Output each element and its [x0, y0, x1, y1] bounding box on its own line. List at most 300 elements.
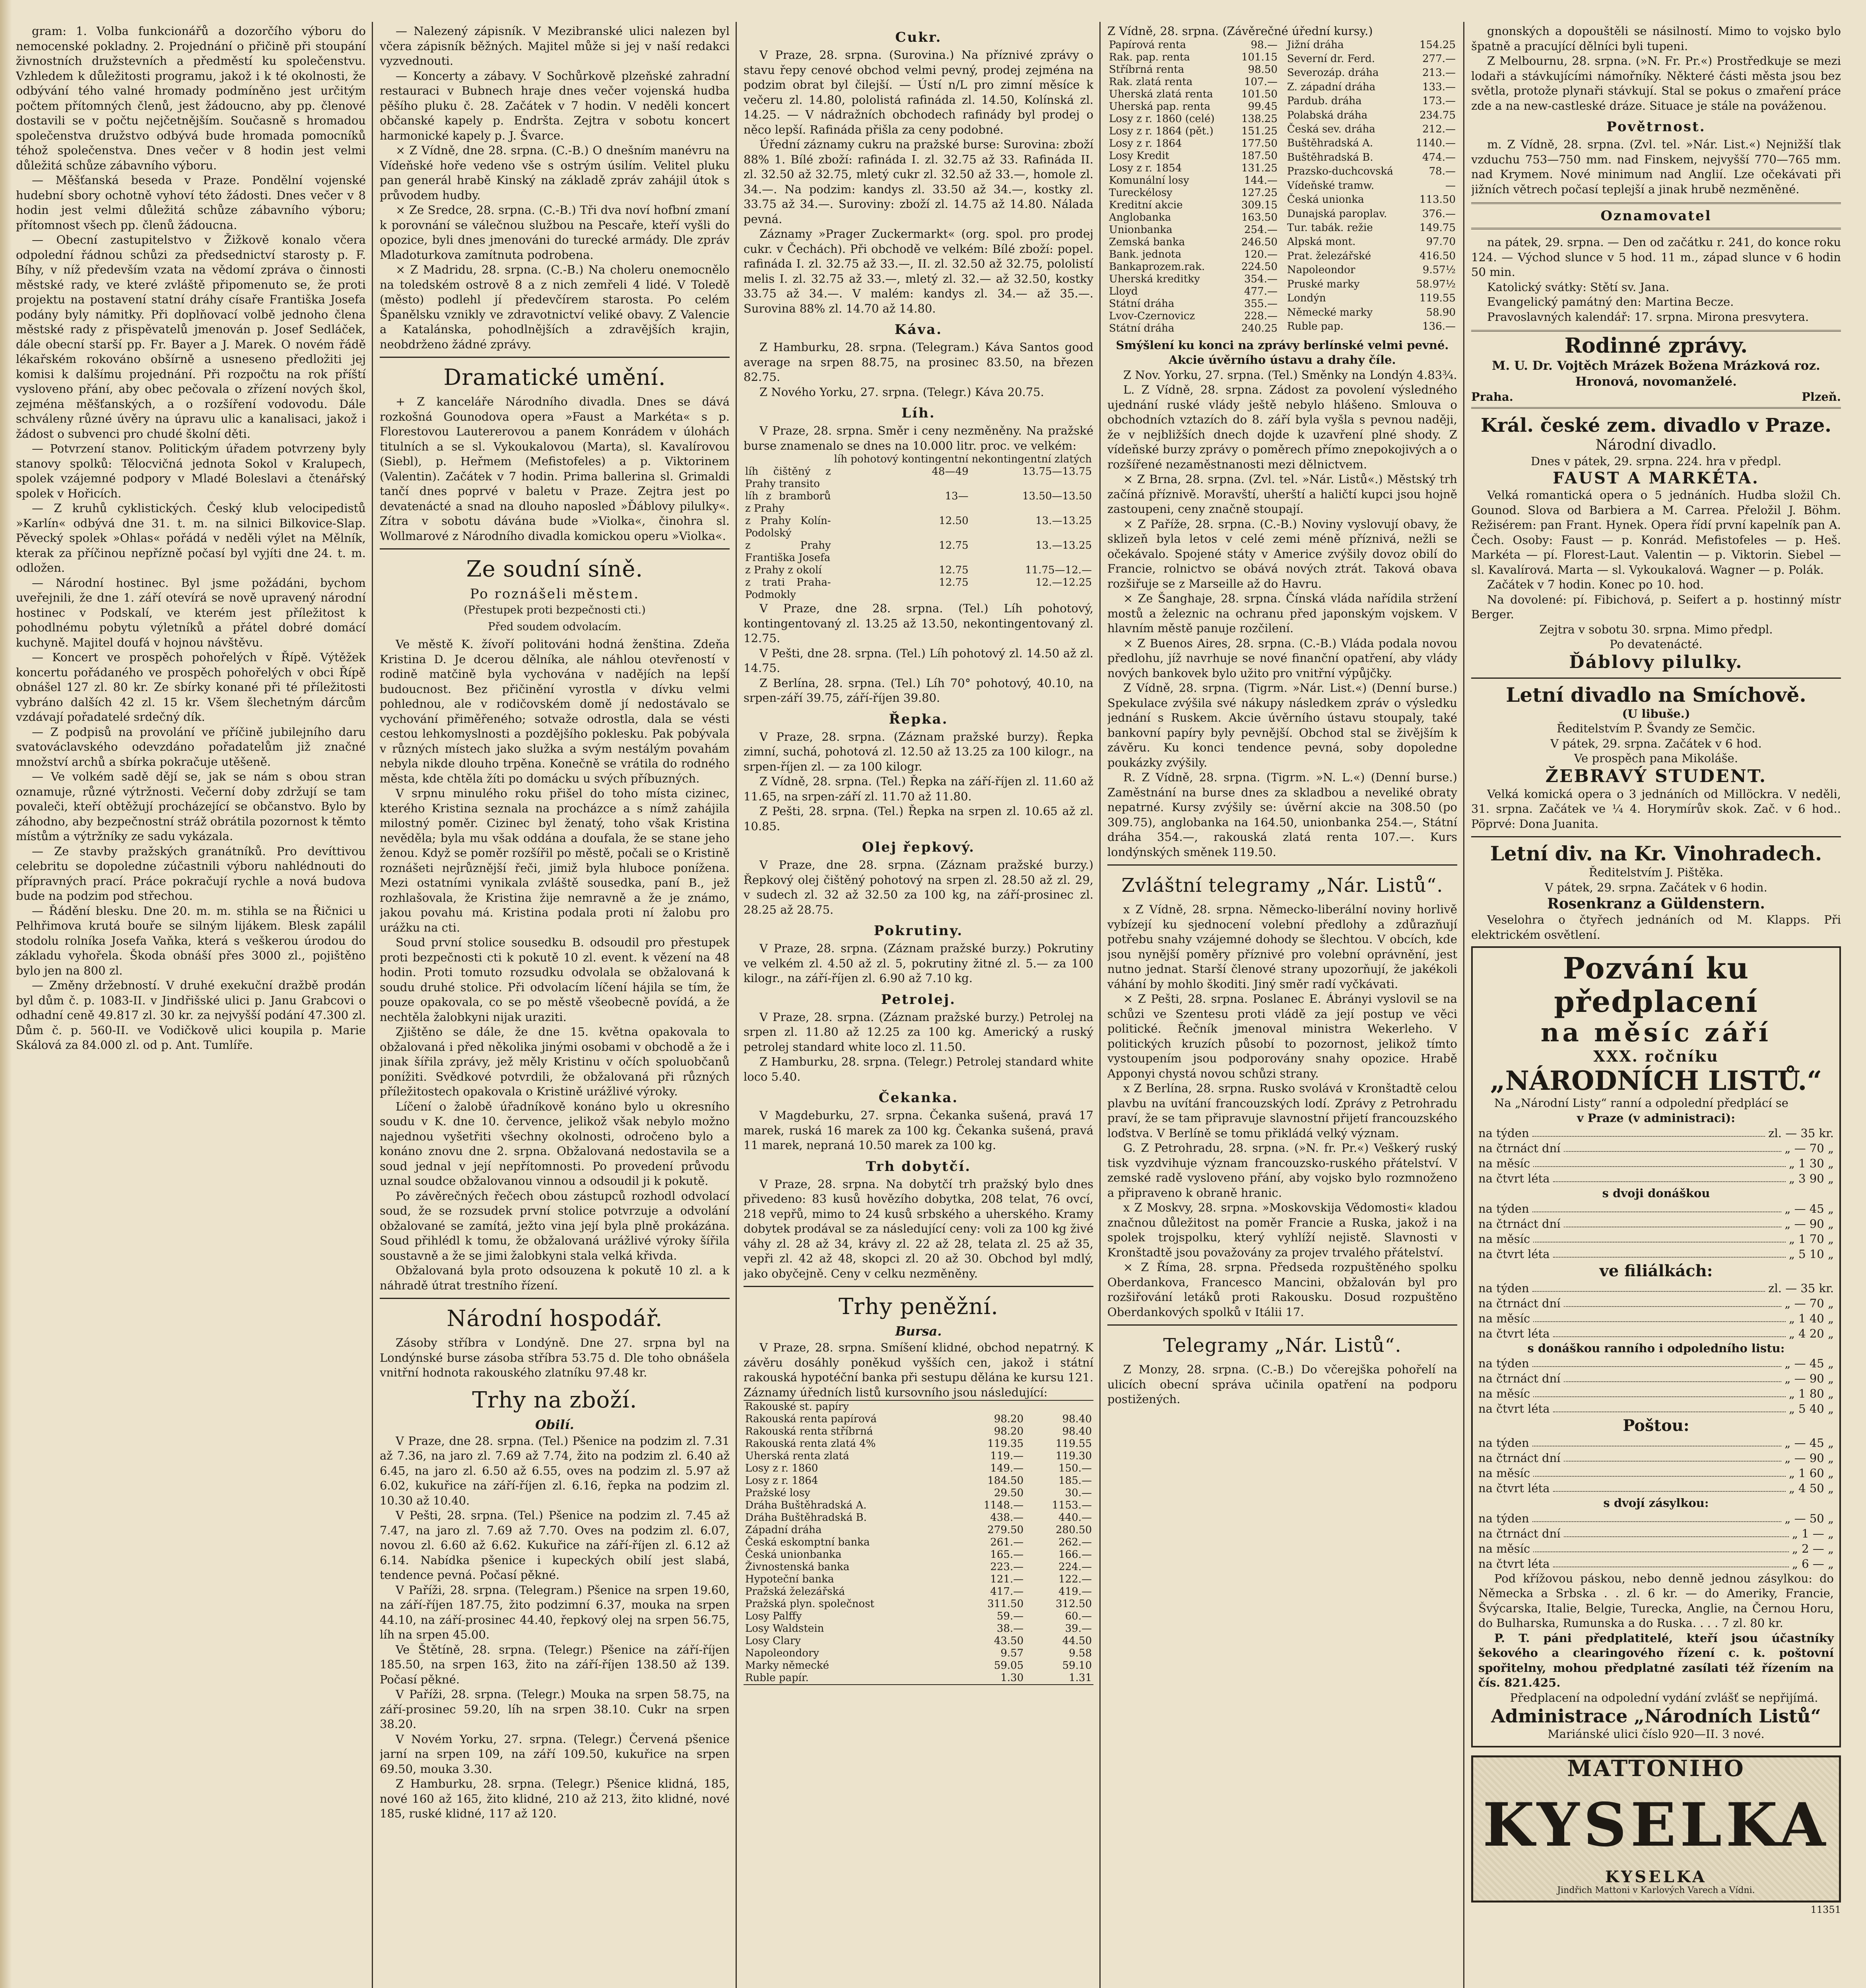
table-row	[744, 577, 1093, 601]
stock-name: Rakouské st. papíry	[745, 1401, 849, 1413]
article-paragraph: gram: 1. Volba funkcionářů a dozorčího výboru do nemocenské pokladny. 2. Projednání o přičině při stoupání živnostních družstevních a předměstí ku společenstvu. Vzhledem k důležitosti programu, jakož i k té okolnosti, že odbývání tého valné hromady podmíněno jest určitým počtem přítomných členů, jest žádoucno, aby pp. členové dostavili se v počtu nejčetnějším. Současně s hromadou společenstva družstvo odbývá bude hromada pomocníků téhož společenstva. Dnes večer v 8 hodin jest velmi důležitá schůze zábavního výboru.	[16, 24, 366, 172]
price-heading: v Praze (v administraci):	[1577, 1111, 1736, 1125]
court-story-title: Po roznášeli městem.	[470, 586, 640, 602]
table-row	[1107, 125, 1279, 138]
price-value: „ 2 — „	[1792, 1541, 1834, 1555]
article-paragraph: Z Nového Yorku, 27. srpna. (Telegr.) Káva 20.75.	[759, 385, 1044, 399]
article-paragraph: V Magdeburku, 27. srpna. Čekanka sušená, pravá 17 marek, ruská 16 marek za 100 kg. Čekanka sušená, pravá 11 marek, nepraná 10.50 marek za 100 kg.	[744, 1109, 1093, 1152]
table-cell: z Prahy Kolín-Podolský	[745, 515, 831, 539]
article-paragraph: Z Berlína, 28. srpna. (Tel.) Líh 70° pohotový, 40.10, na srpen-září 39.75, září-říjen 39.80.	[744, 676, 1093, 705]
quote-value: 177.50	[1241, 137, 1278, 149]
price-row	[1478, 1511, 1834, 1526]
quote-name: Anglobanka	[1109, 211, 1171, 223]
stock-ask: 9.58	[1069, 1647, 1092, 1659]
section-heading-telegrams: Zvláštní telegramy „Nár. Listů“.	[1121, 874, 1443, 897]
section-heading-sugar: Cukr.	[895, 29, 942, 45]
price-leader	[1564, 1371, 1782, 1382]
table-cell: líh čištěný z Prahy transito	[745, 466, 831, 490]
table-row	[1107, 285, 1279, 298]
table-row	[1285, 53, 1457, 67]
article-paragraph: R. Z Vídně, 28. srpna. (Tigrm. »N. L.«) (Denní burse.) Zaměstnání na burse dnes za skladbou a neveliké obraty nepatrné. Kursy zvýšily se: úvěrní akcie na 308.50 (po 309.75), anglobanka na 164.50, unionbanka 254.—, Státní dráha 354.—, rakouská zlatá renta 107.—. Kurs londýnských směnek 119.50.	[1107, 771, 1457, 859]
table-row	[1107, 236, 1279, 248]
quote-name: Česká unionka	[1287, 194, 1364, 206]
table-row	[1285, 208, 1457, 222]
page-number: 11351	[1810, 1904, 1841, 1915]
price-row	[1478, 1231, 1834, 1246]
price-row	[1478, 1541, 1834, 1556]
price-row	[1478, 1216, 1834, 1231]
theatre-subtitle: Národní divadlo.	[1595, 437, 1717, 453]
article-paragraph: Obžalovaná byla proto odsouzena k pokutě 10 zl. a k náhradě útrat trestního řízení.	[380, 1264, 730, 1292]
price-leader	[1553, 1556, 1789, 1567]
price-value: „ 3 90 „	[1788, 1172, 1834, 1185]
table-row	[1107, 199, 1279, 212]
ad-subline: KYSELKA	[1605, 1868, 1707, 1886]
quote-value: 212.—	[1422, 123, 1456, 136]
theatre-play: ŽEBRAVÝ STUDENT.	[1545, 766, 1767, 786]
divider	[744, 1286, 1093, 1287]
stock-ask: 1.31	[1069, 1672, 1092, 1684]
price-row	[1478, 1450, 1834, 1466]
subscription-month: na měsíc září	[1540, 1018, 1772, 1048]
price-leader	[1532, 1435, 1782, 1446]
quote-value: 246.50	[1241, 236, 1278, 248]
table-row	[744, 1512, 1093, 1524]
theatre-date: Dnes v pátek, 29. srpna. 224. hra v předpl.	[1530, 454, 1782, 468]
article-paragraph: x Z Moskvy, 28. srpna. »Moskovskija Vědomosti« kladou značnou důležitost na poměr Francie a Ruska, jakož i na spolek trojspolku, který vyhlíží nejistě. Slavnosti v Kronštadtě jsou považovány za projev trvalého přátelství.	[1107, 1201, 1457, 1259]
table-row	[1107, 175, 1279, 187]
price-value: „ — 70 „	[1784, 1142, 1834, 1155]
quote-name: Uherská zlatá renta	[1109, 88, 1213, 100]
quote-name: Polabská dráha	[1287, 109, 1368, 121]
price-period: na čtvrt léta	[1478, 1247, 1550, 1261]
stock-bid: 149.—	[990, 1462, 1024, 1474]
stock-ask: 224.—	[1058, 1561, 1092, 1573]
article-paragraph: Z Melbournu, 28. srpna. (»N. Fr. Pr.«) Prostředkuje se mezi lodaři a stávkujícími námořníky. Některé části města jsou bez světla, protože plynaři stávkují. Stal se pokus o zmaření práce zde a na new-castleské dráze. Situace je stále na pováženou.	[1471, 54, 1841, 113]
table-row	[744, 1499, 1093, 1512]
quote-name: Napoleondor	[1287, 264, 1355, 276]
quote-name: Bank. jednota	[1109, 248, 1182, 260]
quote-name: Lvov-Czernovicz	[1109, 310, 1195, 322]
stock-name: Losy Clary	[745, 1635, 801, 1647]
quote-value: 127.25	[1241, 186, 1278, 199]
article-paragraph: V Praze, 28. srpna. (Záznam pražské burzy.) Pokrutiny ve velkém zl. 4.50 až zl. 5, pokrutiny žitné zl. 5.— za 100 kilogr., na září-říjen zl. 6.90 až 7.10 kg.	[744, 942, 1093, 985]
table-cell: 12.50	[939, 515, 969, 527]
divider	[1471, 678, 1841, 679]
price-list	[1478, 1281, 1834, 1341]
divider	[380, 357, 730, 358]
article-paragraph: — Ze stavby pražských granátníků. Pro devíttivou celebritu se dopoledne zúčastnili výboru nahlédnouti do přípravných prací. Práce pokračují rychle a nová budova bude na podzim pod střechou.	[16, 844, 366, 903]
quote-name: Londýn	[1287, 292, 1326, 305]
article-paragraph: V Praze, dne 28. srpna. (Tel.) Pšenice na podzim zl. 7.31 až 7.36, na jaro zl. 7.69 až 7.74, žito na podzim zl. 6.40 až 6.45, na jaro zl. 6.50 až 6.55, oves na podzim zl. 5.97 až 6.02, kukuřice na září-říjen zl. 6.16, řepka na podzim zl. 10.30 až 10.40.	[380, 1434, 730, 1507]
stock-name: Napoleondory	[745, 1647, 819, 1659]
family-place: Praha.	[1471, 390, 1513, 404]
price-value: zl. — 35 kr.	[1768, 1281, 1834, 1295]
divider	[1107, 864, 1457, 866]
quote-name: Lloyd	[1109, 285, 1138, 297]
quote-name: Prat. železářské	[1287, 250, 1371, 262]
table-cell: 12.75	[939, 577, 969, 588]
price-value: „ 1 — „	[1792, 1526, 1834, 1540]
quote-name: Prazsko-duchcovská	[1287, 165, 1393, 178]
stock-bid: 311.50	[987, 1598, 1024, 1610]
table-row	[1107, 138, 1279, 150]
quote-value: 58.90	[1426, 306, 1456, 318]
price-value: „ — 90 „	[1784, 1217, 1834, 1231]
price-leader	[1553, 1401, 1786, 1412]
quote-name: Z. západní dráha	[1287, 81, 1376, 93]
price-leader	[1564, 1296, 1782, 1307]
article-paragraph: na pátek, 29. srpna. — Den od začátku r. 241, do konce roku 124. — Východ slunce v 5 hod. 11 m., západ slunce v 6 hodin 50 min.	[1471, 235, 1841, 279]
stock-name: Rakouská renta papírová	[745, 1413, 877, 1425]
subscription-text: Na „Národní Listy“ ranní a odpolední předplácí se	[1494, 1096, 1788, 1110]
article-paragraph: L. Z Vídně, 28. srpna. Zádost za povolení výsledného ujednání ruské vlády ještě nebylo hlášeno. Smlouva o obchodních vztazích do 8. září byla vyšla s pevnou naději, že v nejbližších dnech dojde k uzavření plné shody. Z vídeňské burzy zprávy o poměrech přímo znepokojivých a o rozšířené nezaměstnanosti mezi dělnictvem.	[1107, 383, 1457, 471]
article-paragraph: Z Hamburku, 28. srpna. (Telegram.) Káva Santos good average na srpen 88.75, na prosinec 83.50, na březen 82.75.	[744, 340, 1093, 384]
stock-name: Rakouská renta zlatá 4%	[745, 1438, 876, 1450]
ad-footer: Jindřich Mattoni v Karlových Varech a Vídni.	[1557, 1885, 1755, 1895]
mattoni-kyselka-ad	[1471, 1755, 1841, 1903]
quote-value: 309.15	[1241, 199, 1278, 211]
table-row	[744, 1524, 1093, 1536]
table-row	[1285, 264, 1457, 278]
article-paragraph: + Z kanceláře Národního divadla. Dnes se dává rozkošná Gounodova opera »Faust a Markéta« s p. Florestovou Lautererovou a panem Konrádem v úlohách titulních a se sl. Vykoukalovou (Marta), sl. Kavalírovou (Siebl), p. Heřmem (Mefistofeles) a p. Viktorinem (Valentin). Začátek v 7 hodin. Prima ballerina sl. Grimaldi tančí dnes poprvé v baletu v Praze. Zejtra jest po devatenácté a snad na dlouho naposled »Ďáblovy pilulky«. Zítra v sobotu dávána bude »Violka«, činohra sl. Wollmarové z Národního divadla komickou operu »Violka«.	[380, 395, 730, 543]
price-row	[1478, 1466, 1834, 1481]
quote-name: Stříbrná renta	[1109, 63, 1184, 76]
price-heading: Poštou:	[1623, 1416, 1689, 1435]
abroad-prices: Pod křížovou páskou, nebo denně jednou zásylkou: do Německa a Srbska . . zl. 6 kr. — do Ameriky, Francie, Švýcarska, Italie, Belgie, Turecka, Anglie, na Černou Horu, do Bulharska, Rumunska a do Ruska. . . . 7 zl. 80 kr.	[1478, 1571, 1834, 1630]
article-paragraph: — Koncert ve prospěch pohořelých v Řípě. Výtěžek koncertu pořádaného ve prospěch pohořelých v obci Řípě obnášel 127 zl. 80 kr. Ze sbírky konané při té příležitosti vybráno dalších 42 zl. 15 kr. Všem šlechetným dárcům vzdávají pořadatelé srdečný dík.	[16, 650, 366, 724]
article-paragraph: — Obecní zastupitelstvo v Žižkově konalo včera odpolední řádnou schůzi za předsednictví starosty p. F. Bíhy, v níž především vzata na vědomí zpráva o činnosti městské rady, ve které zvláště připomenuto se, že proti projektu na postavení statní dráhy císaře Františka Josefa podány byly námitky. Při doplňovací volbě jednoho člena městské rady z přispěvatelů jmenován p. Josef Sedláček, dále obecní starší pp. Fr. Bayer a J. Marek. O novém řádě lékařském rokováno obšírně a usneseno předložiti jej komisi k dalšímu projednání. Při rozpočtu na rok příští vysloveno přání, aby obec pečovala o zřízení nových škol, zejména měšťanských, a o rozšíření vodovodu. Dále schváleny různé úvěry na úpravu ulic a kanalisaci, jakož i žádost o subvenci pro chudé školní děti.	[16, 233, 366, 441]
quote-value: 474.—	[1422, 151, 1456, 163]
stock-name: Uherská renta zlatá	[745, 1450, 849, 1462]
quote-value: 416.50	[1419, 250, 1456, 262]
price-list	[1478, 1435, 1834, 1496]
column-rule	[1463, 22, 1464, 1988]
price-value: „ 1 30 „	[1788, 1157, 1834, 1170]
table-row	[1107, 39, 1279, 51]
price-leader	[1533, 1156, 1786, 1167]
article-paragraph: m. Z Vídně, 28. srpna. (Zvl. tel. »Nár. List.«) Nejnižší tlak vzduchu 753—750 mm. nad Finskem, nejvyšší 770—765 mm. nad Krymem. Nové minimum nad Anglií. Lze očekávati při jižních větrech počasí teplejší a jinak hrubě nezměněné.	[1471, 138, 1841, 196]
price-value: „ 6 — „	[1792, 1557, 1834, 1571]
family-place: Plzeň.	[1802, 390, 1841, 404]
section-heading-telegrams-2: Telegramy „Nár. Listů“.	[1163, 1334, 1402, 1357]
table-row	[744, 466, 1093, 490]
quote-name: Severní dr. Ferd.	[1287, 52, 1375, 65]
table-row	[744, 1487, 1093, 1499]
quote-value: 9.57½	[1422, 264, 1456, 276]
table-row	[1285, 320, 1457, 335]
price-value: „ — 90 „	[1784, 1372, 1834, 1385]
stock-bid: 59.—	[996, 1610, 1024, 1622]
table-row	[1285, 250, 1457, 264]
column-rule	[1099, 22, 1101, 1988]
price-period: na měsíc	[1478, 1232, 1530, 1246]
stock-bid: 438.—	[990, 1512, 1024, 1524]
stock-bid: 119.35	[987, 1438, 1024, 1450]
table-header-cell	[744, 453, 833, 466]
quote-name: Losy z r. 1854	[1109, 162, 1182, 174]
quote-name: Buštěhradská A.	[1287, 137, 1373, 149]
article-paragraph: V Novém Yorku, 27. srpna. (Telegr.) Červená pšenice jarní na srpen 109, na září 109.50, kukuřice na srpen 69.50, mouka 3.30.	[380, 1732, 730, 1776]
price-value: „ — 90 „	[1784, 1451, 1834, 1465]
quotes-heading: Z Vídně, 28. srpna. (Závěrečné úřední kursy.)	[1107, 24, 1373, 38]
table-cell: líh z bramborů z Prahy	[745, 490, 831, 514]
theatre-description: Velká romantická opera o 5 jednáních. Hudba složil Ch. Gounod. Slova od Barbiera a M. Carrea. Přeložil J. Böhm. Režisérem: pan Frant. Hynek. Opera řídí první kapelník pan A. Čech. Osoby: Faust — p. Konrád. Mefistofeles — p. Heš. Markéta — pí. Florest-Laut. Valentin — p. Viktorin. Siebel — sl. Kavalírová. Marta — sl. Vykoukalová. Wagner — p. Polák.	[1471, 488, 1841, 577]
column-rule	[372, 22, 373, 1988]
quote-value: 224.50	[1241, 260, 1278, 273]
table-row	[1107, 224, 1279, 236]
stock-bid: 261.—	[990, 1536, 1024, 1548]
quote-name: Komunální losy	[1109, 174, 1189, 186]
price-value: „ 1 70 „	[1788, 1232, 1834, 1246]
table-row	[744, 1561, 1093, 1573]
stock-name: Česká eskomptní banka	[745, 1536, 870, 1548]
quote-value: 101.15	[1241, 51, 1278, 63]
stock-bid: 165.—	[990, 1549, 1024, 1561]
price-value: „ — 45 „	[1784, 1202, 1834, 1215]
table-cell: 13—	[945, 490, 969, 502]
stock-name: Západní dráha	[745, 1524, 822, 1536]
table-row	[1107, 51, 1279, 64]
article-paragraph: V Praze, 28. srpna. Směr i ceny nezměněny. Na pražské burse znamenalo se dnes na 10.000 litr. proc. ve velkém:	[744, 424, 1093, 452]
stock-bid: 121.—	[990, 1573, 1024, 1585]
price-period: na čtvrt léta	[1478, 1402, 1550, 1415]
price-heading: ve filiálkách:	[1599, 1261, 1713, 1280]
theatre-national	[1471, 414, 1841, 673]
table-row	[1285, 222, 1457, 236]
quote-value: 101.50	[1241, 88, 1278, 100]
price-leader	[1532, 1201, 1782, 1212]
price-heading: s dvoji donáškou	[1602, 1186, 1710, 1200]
quote-value: 107.—	[1244, 76, 1278, 88]
table-row	[744, 1598, 1093, 1610]
vienna-quotes-right	[1285, 39, 1457, 335]
price-period: na týden	[1478, 1202, 1529, 1215]
table-row	[1285, 180, 1457, 194]
table-row	[1285, 292, 1457, 306]
price-period: na měsíc	[1478, 1387, 1530, 1400]
stock-ask: 122.—	[1058, 1573, 1092, 1585]
section-heading-coffee: Káva.	[894, 322, 943, 338]
price-leader	[1533, 1541, 1789, 1552]
table-cell: 13.50—13.50	[1022, 490, 1092, 502]
price-row	[1478, 1326, 1834, 1341]
stock-ask: 60.—	[1065, 1610, 1092, 1622]
section-heading-weather: Povětrnost.	[1606, 119, 1706, 135]
table-row	[744, 1536, 1093, 1549]
table-cell: 48—49	[932, 466, 969, 478]
stock-ask: 98.40	[1062, 1413, 1092, 1425]
article-paragraph: V Praze, 28. srpna. (Záznam pražské burzy). Řepka zimní, suchá, pohotová zl. 12.50 až 13.25 za 100 kilogr., na srpen-říjen zl. — za 100 kilogr.	[744, 730, 1093, 773]
stock-bid: 1148.—	[983, 1499, 1024, 1511]
table-row	[744, 1610, 1093, 1623]
theatre-play: FAUST A MARKÉTA.	[1553, 469, 1759, 487]
table-row	[1285, 278, 1457, 292]
alcohol-price-table	[744, 453, 1093, 601]
theatre-next-play: Ďáblovy pilulky.	[1569, 652, 1743, 672]
price-period: na čtvrt léta	[1478, 1172, 1550, 1185]
price-period: na týden	[1478, 1511, 1529, 1525]
article-paragraph: — Národní hostinec. Byl jsme požádáni, bychom uveřejnili, že dne 1. září otevírá se nově upravený národní hostinec v Podskalí, ve kterém jest příležitost k pohodlnému pobytu výletníků a přátel dobré domácí kuchyně. Majitel doufá v hojnou návštěvu.	[16, 576, 366, 649]
stock-ask: 280.50	[1056, 1524, 1092, 1536]
stock-bid: 223.—	[990, 1561, 1024, 1573]
price-period: na čtrnáct dní	[1478, 1142, 1561, 1155]
calendar-line: Evangelický památný den: Martina Becze.	[1487, 295, 1734, 309]
price-row	[1478, 1141, 1834, 1156]
vienna-quotes-left	[1107, 39, 1279, 335]
quote-value: 58.97½	[1416, 278, 1456, 290]
stock-name: Losy z r. 1860	[745, 1462, 818, 1474]
theatre-smichov	[1471, 683, 1841, 832]
article-paragraph: × Ze Sredce, 28. srpna. (C.-B.) Tři dva noví hofbní zmaní k porovnání se válečnou službou na Pescaře, kteří vyšli do opozice, byli dnes jmenováni do turecké armády. Dle zpráv Mladoturkova zamítnuta podrobena.	[380, 203, 730, 262]
table-row	[1107, 162, 1279, 175]
table-row	[1285, 307, 1457, 320]
stock-name: Pražské losy	[745, 1487, 810, 1499]
table-row	[1285, 123, 1457, 137]
quote-value: 98.50	[1248, 63, 1278, 76]
column-rule	[736, 22, 737, 1988]
quote-name: Tureckélosy	[1109, 186, 1173, 199]
quote-value: 138.25	[1241, 113, 1278, 125]
table-row	[1107, 64, 1279, 76]
price-value: „ 1 80 „	[1788, 1387, 1834, 1400]
article-paragraph: — Měšťanská beseda v Praze. Pondělní vojenské hudební sbory ochotně vyhoví této žádosti. Dnes večer v 8 hodin jest velmi důležitá schůze zábavního výboru; přítomnost všech pp. členů žádoucna.	[16, 173, 366, 232]
quote-name: Uherská kreditky	[1109, 273, 1200, 285]
divider	[380, 1298, 730, 1299]
price-period: na čtvrt léta	[1478, 1557, 1550, 1571]
article-paragraph: x Z Berlína, 28. srpna. Rusko svolává v Kronštadtě celou plavbu na uvítání francouzských lodí. Zprávy z Petrohradu praví, že se tam připravuje slavnostní přijetí francouzského loďstva. V Berlíně se tomu přikládá velký význam.	[1107, 1081, 1457, 1140]
table-row	[744, 1549, 1093, 1561]
table-row	[1107, 212, 1279, 224]
theatre-next-sub: Po devatenácté.	[1610, 637, 1703, 651]
quote-value: 277.—	[1422, 52, 1456, 65]
article-paragraph: Z Nov. Yorku, 27. srpna. (Tel.) Směnky na Londýn 4.83¾.	[1123, 368, 1457, 382]
quote-value: 154.25	[1419, 39, 1456, 51]
quote-name: Alpská mont.	[1287, 236, 1356, 248]
article-paragraph: — Ve volkém sadě dějí se, jak se nám s obou stran oznamuje, různé výtržnosti. Večerní doby zdržují se tam povaleči, kteří obtěžují procházející se občanstvo. Bylo by záhodno, aby bezpečnostní stráž obrátila pozornost k těmto místům a výtržníky ze sadu vykázala.	[16, 770, 366, 843]
price-heading: s dvojí zásylkou:	[1603, 1496, 1709, 1510]
quote-name: Losy z r. 1860 (celé)	[1109, 113, 1215, 125]
stock-name: Dráha Buštěhradská B.	[745, 1512, 867, 1524]
table-row	[744, 1635, 1093, 1647]
stock-bid: 38.—	[996, 1623, 1024, 1635]
stock-bid: 98.20	[994, 1413, 1024, 1425]
stock-ask: 1153.—	[1052, 1499, 1092, 1511]
table-row	[1285, 236, 1457, 250]
quote-name: Unionbanka	[1109, 223, 1173, 236]
stock-ask: 150.—	[1058, 1462, 1092, 1474]
theatre-title: Letní div. na Kr. Vinohradech.	[1490, 842, 1822, 865]
table-cell: 13.75—13.75	[1022, 466, 1092, 478]
stock-bid: 1.30	[1000, 1672, 1024, 1684]
quote-value: —	[1445, 179, 1456, 192]
quote-value: 173.—	[1422, 95, 1456, 107]
stock-ask: 262.—	[1058, 1536, 1092, 1548]
price-heading: s donáškou ranního i odpoledního listu:	[1527, 1341, 1785, 1355]
table-row	[1285, 67, 1457, 81]
quote-name: Kreditní akcie	[1109, 199, 1183, 211]
price-row	[1478, 1171, 1834, 1186]
table-header-cell: líh pohotový kontingentní	[834, 453, 969, 465]
price-leader	[1553, 1171, 1786, 1182]
price-list	[1478, 1126, 1834, 1186]
price-period: na čtvrt léta	[1478, 1326, 1550, 1340]
article-paragraph: × Z Vídně, dne 28. srpna. (C.-B.) O dnešním manévru na Vídeňské hoře vedeno vše s ostrým úsilím. Velitel pluku pan generál hrabě Kinský na základě zpráv zahájil útok s průvodem hudby.	[380, 144, 730, 202]
stock-name: Rakouská renta stříbrná	[745, 1425, 873, 1437]
subscription-year: XXX. ročníku	[1593, 1047, 1719, 1065]
quote-value: 149.75	[1419, 221, 1456, 234]
price-leader	[1532, 1511, 1782, 1522]
price-leader	[1532, 1126, 1765, 1137]
price-leader	[1532, 1281, 1765, 1292]
quote-name: Zemská banka	[1109, 236, 1185, 248]
price-list	[1478, 1356, 1834, 1416]
stock-ask: 119.30	[1056, 1450, 1092, 1462]
stock-ask: 419.—	[1058, 1586, 1092, 1598]
table-row	[744, 1438, 1093, 1450]
section-heading-rape: Řepka.	[889, 711, 948, 727]
price-leader	[1533, 1231, 1786, 1242]
quote-name: Státní dráha	[1109, 322, 1175, 334]
table-row	[1285, 194, 1457, 208]
table-row	[1107, 310, 1279, 322]
quote-name: Uherská pap. renta	[1109, 100, 1211, 113]
bank-note: P. T. páni předplatitelé, kteří jsou účastníky šekového a clearingového řízení c. k. poštovní spořitelny, mohou předplatné zasílati též řízením na čís. 821.425.	[1478, 1631, 1834, 1689]
quote-value: 131.25	[1241, 162, 1278, 174]
theatre-vinohrady	[1471, 842, 1841, 942]
article-paragraph: — Z kruhů cyklistických. Český klub velocipedistů »Karlín« odbývá dne 31. t. m. na silnici Bilkovice-Slap. Pěvecký spolek »Ohlas« pořádá v neděli výlet na Mělník, kterak za příčinou nepřízně počasí byl vyjíti dne 24. t. m. odložen.	[16, 501, 366, 575]
article-paragraph: Úřední záznamy cukru na pražské burse: Surovina: zboží 88% 1. Bílé zboží: rafináda I. zl. 32.75 až 33. Rafináda II. zl. 32.50 až 32.75, mletý cukr zl. 32.50 až 33.—, homole zl. 34.—. Na podzim: kandys zl. 33.50 až 34.—, kostky zl. 33.75 až 34.—. Suroviny: zboží zl. 14.75 až 14.80. Nálada pevná.	[744, 138, 1093, 226]
stock-ask: 440.—	[1058, 1512, 1092, 1524]
stock-name: Pražská železářská	[745, 1586, 845, 1598]
price-row	[1478, 1126, 1834, 1141]
stock-name: Losy Waldstein	[745, 1623, 824, 1635]
section-heading-grain: Trhy na zboží.	[472, 1387, 637, 1413]
section-heading-oilcake: Pokrutiny.	[874, 923, 963, 939]
table-row	[1107, 76, 1279, 88]
price-row	[1478, 1401, 1834, 1416]
price-leader	[1553, 1481, 1786, 1492]
table-row	[744, 515, 1093, 540]
price-value: „ 1 60 „	[1788, 1466, 1834, 1480]
quote-name: Losy z r. 1864	[1109, 137, 1182, 149]
quote-name: Státní dráha	[1109, 297, 1175, 310]
quote-name: Rak. zlatá renta	[1109, 76, 1193, 88]
theatre-director: Ředitelstvím P. Švandy ze Semčic.	[1557, 722, 1755, 735]
stock-name: Losy Palffy	[745, 1610, 802, 1622]
stock-name: Dráha Buštěhradská A.	[745, 1499, 867, 1511]
article-paragraph: Z Vídně, 28. srpna. (Tel.) Řepka na září-říjen zl. 11.60 až 11.65, na srpen-září zl. 11.70 až 11.80.	[744, 775, 1093, 803]
quote-value: 376.—	[1422, 208, 1456, 220]
calendar-line: Pravoslavných kalendář: 17. srpna. Mirona presvytera.	[1487, 310, 1809, 324]
section-heading-cattle: Trh dobytčí.	[866, 1158, 971, 1175]
price-period: na týden	[1478, 1357, 1529, 1370]
subsection-heading-grain: Obilí.	[535, 1417, 574, 1432]
price-row	[1478, 1281, 1834, 1296]
price-value: „ 1 40 „	[1788, 1311, 1834, 1325]
section-heading-court: Ze soudní síně.	[466, 556, 643, 582]
price-period: na čtrnáct dní	[1478, 1372, 1561, 1385]
subsection-heading-bourse: Bursa.	[895, 1324, 942, 1339]
article-paragraph: — Změny držebností. V druhé exekuční dražbě prodán byl dům č. p. 1083-II. v Jindřišské ulici p. Janu Grabcovi o odhadní ceně 49.817 zl. 30 kr. za nejvyšší podání 47.300 zl. Dům č. p. 560-II. ve Vodičkově ulici koupila p. Marie Skálová za 84.000 zl. od p. Ant. Tumlíře.	[16, 978, 366, 1052]
stock-bid: 29.50	[994, 1487, 1024, 1499]
table-row	[1107, 150, 1279, 162]
price-value: „ — 45 „	[1784, 1436, 1834, 1450]
quote-name: Německé marky	[1287, 306, 1373, 318]
table-row	[744, 1647, 1093, 1660]
stock-bid: 43.50	[994, 1635, 1024, 1647]
table-cell: z trati Praha-Podmokly	[745, 577, 831, 601]
